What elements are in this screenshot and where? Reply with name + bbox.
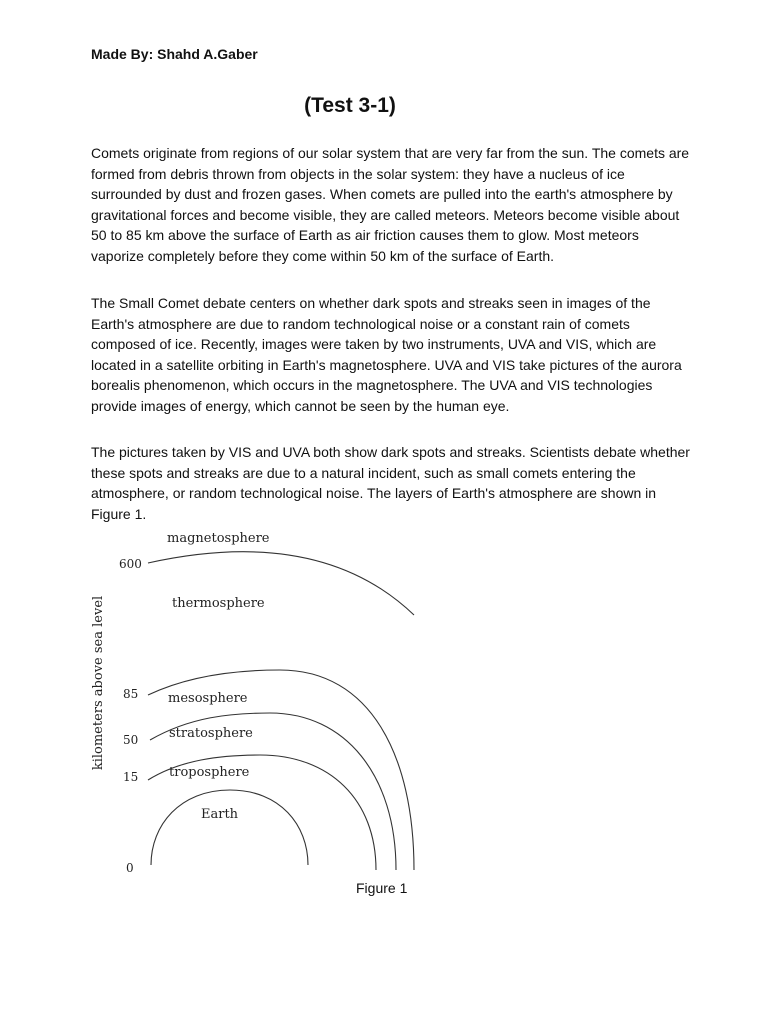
author-line: Made By: Shahd A.Gaber: [91, 46, 258, 62]
tick-85: 85: [123, 687, 139, 701]
tick-50: 50: [123, 733, 139, 747]
paragraph-vis-uva-pictures: The pictures taken by VIS and UVA both show dark spots and streaks. Scientists debate whether these spots and streaks are due to a natural incident, such as small comets entering the atmosphere, or random technological noise. The layers of Earth's atmosphere are shown in Figure 1.: [91, 444, 690, 522]
paragraph-comets-origin: Comets originate from regions of our solar system that are very far from the sun. The comets are formed from debris thrown from objects in the solar system: they have a nucleus of ice surrounded by dust and frozen gases. When comets are pulled into the earth's atmosphere by gravitational forces and become visible, they are called meteors. Meteors become visible about 50 to 85 km above the surface of Earth as air friction causes them to glow. Most meteors vaporize completely before they come within 50 km of the surface of Earth.: [91, 145, 690, 264]
paragraph-small-comet-debate: The Small Comet debate centers on whether dark spots and streaks seen in images of the Earth's atmosphere are due to random technological noise or a constant rain of comets composed of ice. Recently, images were taken by two instruments, UVA and VIS, which are located in a satellite orbiting in Earth's magnetosphere. UVA and VIS take pictures of the aurora borealis phenomenon, which occurs in the magnetosphere. The UVA and VIS technologies provide images of energy, which cannot be seen by the human eye.: [91, 295, 682, 414]
tick-600: 600: [119, 557, 142, 571]
figure-caption: Figure 1: [356, 880, 408, 896]
axis-label: kilometers above sea level: [91, 595, 106, 771]
earth-surface: [151, 790, 308, 865]
tick-15: 15: [123, 770, 139, 784]
page-title: (Test 3-1): [304, 94, 396, 117]
label-stratosphere: stratosphere: [169, 726, 253, 741]
label-magnetosphere: magnetosphere: [167, 531, 270, 546]
label-troposphere: troposphere: [169, 765, 250, 780]
label-thermosphere: thermosphere: [172, 596, 265, 611]
label-earth: Earth: [201, 807, 239, 822]
atmosphere-diagram: [80, 525, 440, 880]
label-mesosphere: mesosphere: [168, 691, 248, 706]
atmosphere-layers-figure: [80, 525, 440, 880]
tick-0: 0: [126, 861, 134, 875]
